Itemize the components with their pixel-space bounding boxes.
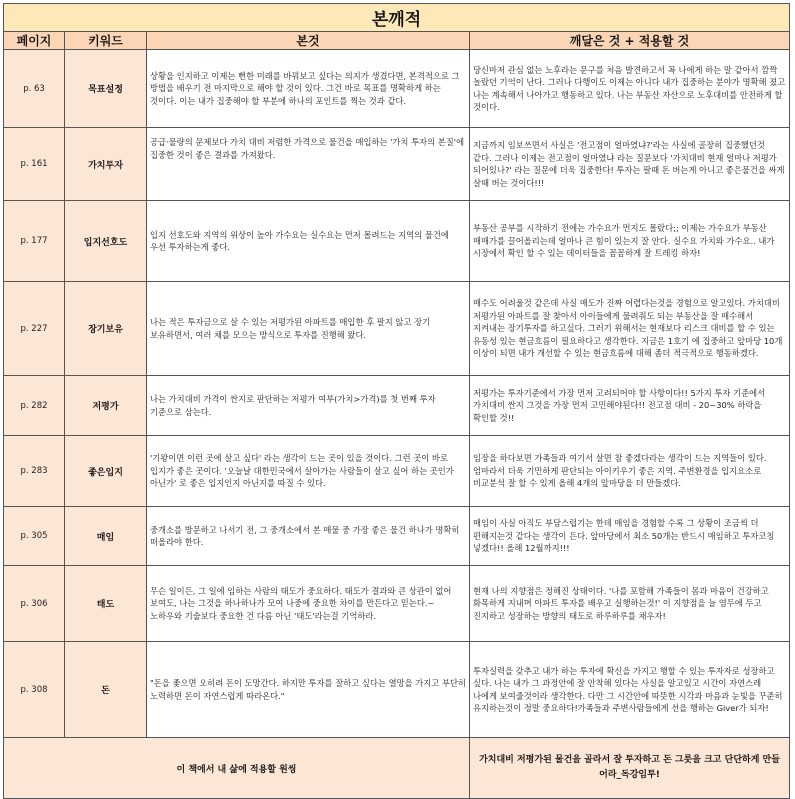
- realized-text: 부동산 공부를 시작하기 전에는 가수요가 먼지도 몰랐다;; 이제는 가수요가 부동산 매매가를 끌어올리는데 얼마나 큰 힘이 있는지 잘 안다. 실수요 가치와 가수요.. 내가 시장에서 확인 할 수 있는 데이터들을 꼼꼼하게 잘 트레킹 하자!: [470, 201, 790, 282]
- seen-text: 상황을 인지하고 이제는 뻔한 미래를 바꿔보고 싶다는 의지가 생겼다면, 본격적으로 그 방법을 배우기 전 마지막으로 해야 할 것이 있다. 그건 바로 목표를 명확하게 하는 것이다. 이는 내가 집중해야 할 부분에 하나의 포인트를 찍는 것과 같다.: [147, 50, 470, 128]
- table-row: [4, 507, 790, 566]
- realized-text: 매수도 어려울것 같은데 사실 매도가 진짜 어렵다는것을 경험으로 알고있다. 가치대비 저평가된 아파트를 잘 찾아서 아이들에게 물려줘도 되는 부동산을 잘 매수해서 지켜내는 장기투자를 하고싶다. 그러기 위해서는 현재보다 리스크 대비를 할 수 있는 유동성 있는 현금흐름이 필요하다고 생각한다. 지금은 1호기 에 집중하고 앞마당 10개 이상이 되면 내가 개선할 수 있는 현금흐름에 대해 좀더 적극적으로 행동하겠다.: [470, 282, 790, 376]
- notes-table: [3, 3, 790, 799]
- table-row: [4, 128, 790, 201]
- seen-text: 나는 가치대비 가격이 싼지로 판단하는 저평가 여부(가치>가격)를 첫 번째 투자 기준으로 삼는다.: [147, 376, 470, 436]
- keyword: 매임: [65, 507, 147, 566]
- header-seen: 본것: [147, 32, 470, 50]
- table-row: [4, 566, 790, 642]
- keyword: 태도: [65, 566, 147, 642]
- title-row: [4, 4, 790, 32]
- seen-text: '기왕이면 이런 곳에 살고 싶다' 라는 생각이 드는 곳이 있을 것이다. 그런 곳이 바로 입지가 좋은 곳이다. '오늘날 대한민국에서 살아가는 사람들이 살고 싶어 하는 곳인가 아닌가' 로 좋은 입지인지 아닌지를 따질 수 있다.: [147, 436, 470, 507]
- page-number: p. 305: [4, 507, 65, 566]
- table-title: 본깨적: [4, 4, 790, 32]
- realized-text: 현재 나의 지향점은 정해진 상태이다. '나를 포함해 가족들이 몸과 마음이 건강하고 화목하게 지내며 아파트 투자를 배우고 실행하는것!' 이 지향점을 늘 염두에 두고 진지하고 성장하는 방향의 태도로 하루하루를 채우자!: [470, 566, 790, 642]
- seen-text: 나는 적은 투자금으로 살 수 있는 저평가된 아파트를 매입한 후 팔지 않고 장기 보유하면서, 여러 채를 모으는 방식으로 투자를 진행해 왔다.: [147, 282, 470, 376]
- page-number: p. 227: [4, 282, 65, 376]
- realized-text: 당신마저 관심 없는 노후라는 문구를 처음 발견하고서 꼭 나에게 하는 말 같아서 깜짝 놀랐던 기억이 난다. 그러나 다행이도 이제는 아니다 내가 집중하는 분야가 명확해 졌고 나는 계속해서 나아가고 행동하고 있다. 나는 부동산 자산으로 노후대비를 안전하게 할 것이다.: [470, 50, 790, 128]
- realized-text: 지금까지 임보쓰면서 사실은 '전고점이 얼마였냐?'라는 사실에 골장히 집중했던것 같다. 그러나 이제는 전고점이 얼마였냐 라는 질문보다 '가치대비 현재 얼마나 저평가 되어있나?' 라는 질문에 더욱 집중한다! 투자는 팔때 돈 버는게 아니고 좋은물건을 싸게 살때 버는 것이다!!!: [470, 128, 790, 201]
- page-number: p. 63: [4, 50, 65, 128]
- seen-text: 공급·물량의 문제보다 가치 대비 저렴한 가격으로 물건을 매입하는 '가치 투자의 본질'에 집중한 것이 좋은 결과를 가져왔다.: [147, 128, 470, 201]
- keyword: 돈: [65, 642, 147, 738]
- table-row: [4, 201, 790, 282]
- table-row: [4, 376, 790, 436]
- page-number: p. 161: [4, 128, 65, 201]
- keyword: 장기보유: [65, 282, 147, 376]
- header-realized: 깨달은 것 + 적용할 것: [470, 32, 790, 50]
- header-keyword: 키워드: [65, 32, 147, 50]
- keyword: 가치투자: [65, 128, 147, 201]
- header-page: 페이지: [4, 32, 65, 50]
- realized-text: 저평가는 투자기준에서 가장 먼저 고려되어야 할 사항이다!! 5가지 투자 기준에서 가치대비 싼지 그것을 가장 먼저 고민해야된다!! 전고점 대비 - 20~30% 하락을 확인할 것!!: [470, 376, 790, 436]
- page-number: p. 308: [4, 642, 65, 738]
- keyword: 목표설정: [65, 50, 147, 128]
- table-row: [4, 50, 790, 128]
- page-number: p. 283: [4, 436, 65, 507]
- footer-row: [4, 738, 790, 799]
- page-number: p. 306: [4, 566, 65, 642]
- realized-text: 투자실력을 갖추고 내가 하는 투자에 확신을 가지고 행할 수 있는 투자자로 성장하고 싶다. 나는 내가 그 과정안에 잘 안착해 있다는 사실을 알고있고 시간이 자연스레 나에게 보여줄것이라 생각한다. 다만 그 시간안에 따뜻한 시각과 마음과 눈빛을 꾸준히 유지하는것이 정말 중요하다!가족들과 주변사람들에게 선을 행하는 Giver가 되자!: [470, 642, 790, 738]
- table-row: [4, 282, 790, 376]
- seen-text: 중개소를 방문하고 나서기 전, 그 중개소에서 본 매물 중 가장 좋은 물건 하나가 명확히 떠올라야 한다.: [147, 507, 470, 566]
- page-number: p. 282: [4, 376, 65, 436]
- page-number: p. 177: [4, 201, 65, 282]
- seen-text: "돈을 좇으면 오히려 돈이 도망간다. 하지만 투자를 잘하고 싶다는 열망을 가지고 부단히 노력하면 돈이 자연스럽게 따라온다.": [147, 642, 470, 738]
- seen-text: 무슨 일이든, 그 일에 임하는 사람의 태도가 중요하다. 태도가 결과와 큰 상관이 없어 보여도, 나는 그것을 하나하나가 모여 나중에 중요한 차이를 만든다고 믿는다.~ 노하우와 기술보다 중요한 건 다름 아닌 '태도'라는걸 기억하라.: [147, 566, 470, 642]
- table-row: [4, 642, 790, 738]
- keyword: 좋은입지: [65, 436, 147, 507]
- table-row: [4, 436, 790, 507]
- one-thing-label: 이 책에서 내 삶에 적용할 원씽: [4, 738, 470, 799]
- header-row: [4, 32, 790, 50]
- seen-text: 입지 선호도와 지역의 위상이 높아 가수요는 실수요는 먼저 몰려드는 지역의 물건에 우선 투자하는게 좋다.: [147, 201, 470, 282]
- keyword: 저평가: [65, 376, 147, 436]
- realized-text: 매임이 사실 아직도 부담스럽기는 한데 매임을 경험할 수록 그 상황이 조금씩 더 편해지는것 같다는 생각이 든다. 앞마당에서 최소 50개는 반드시 매임하고 투자코칭 넣겠다!! 올해 12월까지!!!: [470, 507, 790, 566]
- realized-text: 임장을 하다보면 가족들과 여기서 살면 참 좋겠다라는 생각이 드는 지역들이 있다. 엄마라서 더욱 기민하게 판단되는 아이키우기 좋은 지역. 주변환경을 입지요소로 비교분석 잘 할 수 있게 올해 4개의 앞마당을 더 만들겠다.: [470, 436, 790, 507]
- one-thing-value: 가치대비 저평가된 물건을 골라서 잘 투자하고 돈 그릇을 크고 단단하게 만들어라_독강임투!: [470, 738, 790, 799]
- keyword: 입지선호도: [65, 201, 147, 282]
